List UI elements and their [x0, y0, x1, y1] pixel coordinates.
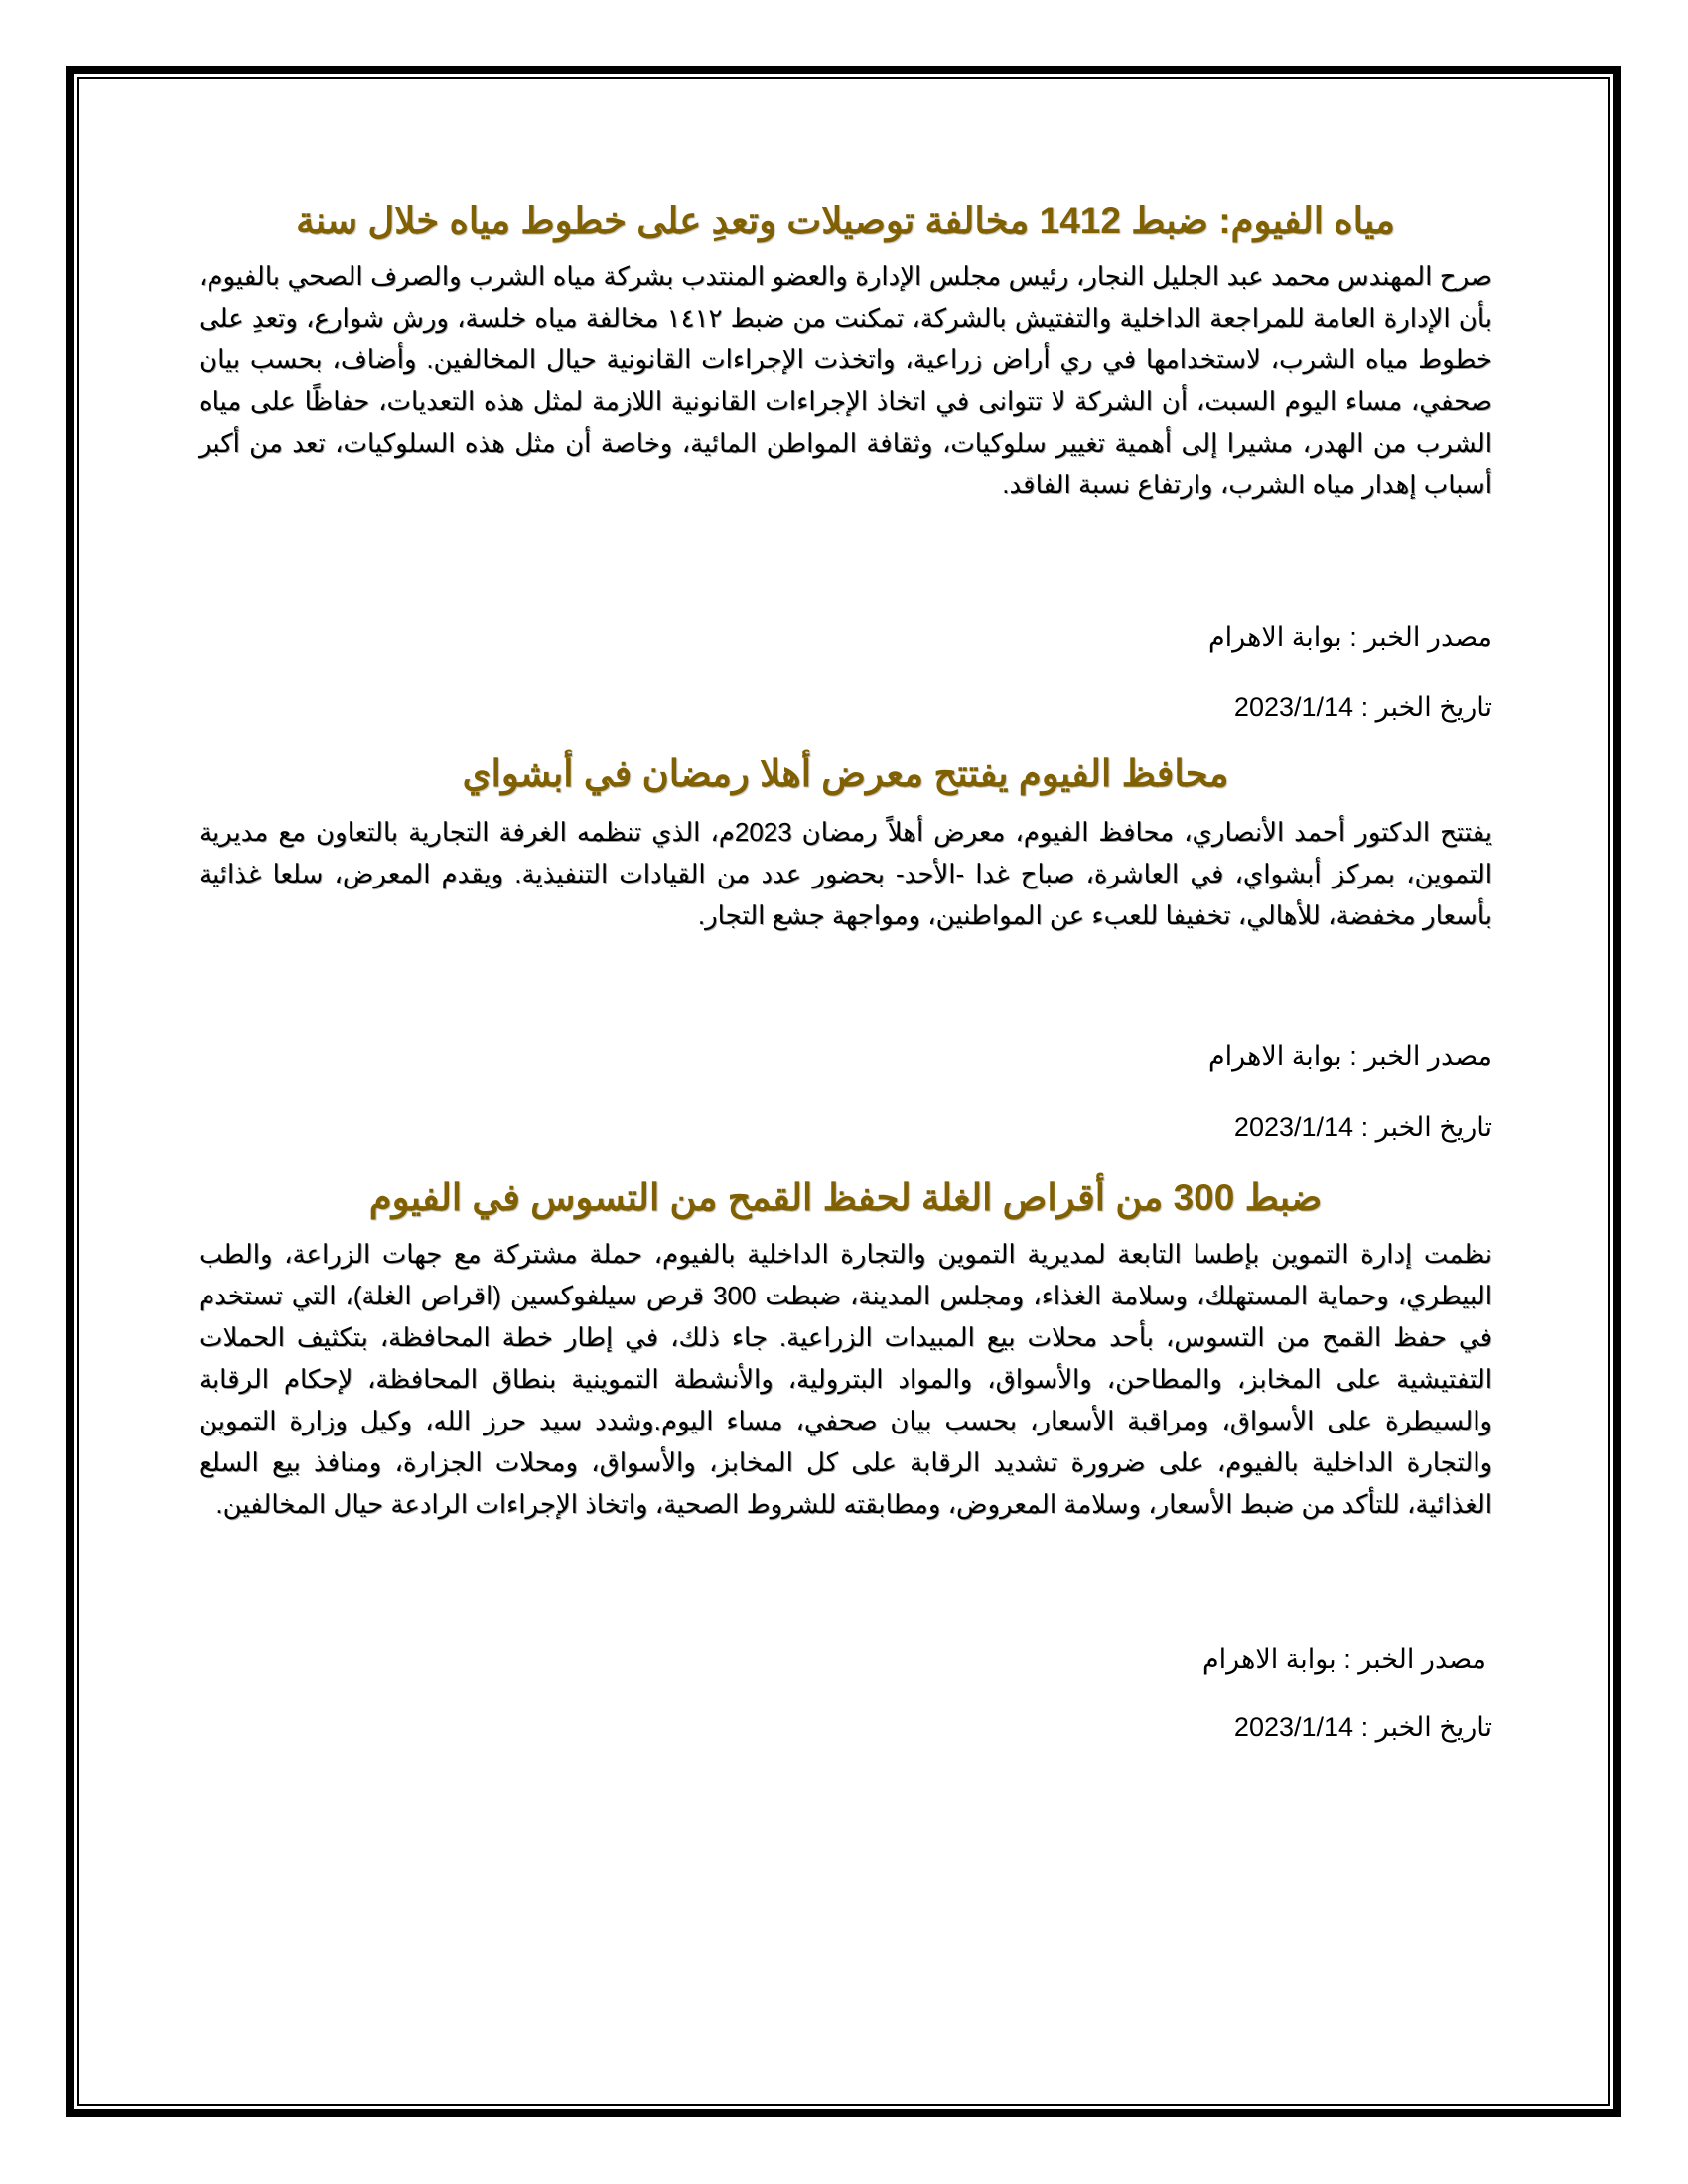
article-2-body: يفتتح الدكتور أحمد الأنصاري، محافظ الفيوم، معرض أهلاً رمضان 2023م، الذي تنظمه الغرفة التجارية بالتعاون مع مديرية التموين، بمركز أبشواي، في العاشرة، صباح غدا -الأحد- بحضور عدد من القيادات التنفيذية. ويقدم المعرض، سلعا غذائية بأسعار مخفضة، للأهالي، تخفيفا للعبء عن المواطنين، ومواجهة جشع التجار.: [199, 817, 1492, 930]
date-value: 2023/1/14: [1233, 1112, 1354, 1142]
article-3-body: نظمت إدارة التموين بإطسا التابعة لمديرية التموين والتجارة الداخلية بالفيوم، حملة مشتركة مع جهات الزراعة، والطب البيطري، وحماية المستهلك، وسلامة الغذاء، ومجلس المدينة، ضبطت 300 قرص سيلفوكسين (اقراص الغلة)، التي تستخدم في حفظ القمح من التسوس، بأحد محلات بيع المبيدات الزراعية. جاء ذلك، في إطار خطة المحافظة، بتكثيف الحملات التفتيشية على المخابز، والمطاحن، والأسواق، والمواد البترولية، والأنشطة التموينية بنطاق المحافظة، لإحكام الرقابة والسيطرة على الأسواق، ومراقبة الأسعار، بحسب بيان صحفي، مساء اليوم.وشدد سيد حرز الله، وكيل وزارة التموين والتجارة الداخلية بالفيوم، على ضرورة تشديد الرقابة على كل المخابز، والأسواق، ومحلات الجزارة، ومنافذ بيع السلع الغذائية، للتأكد من ضبط الأسعار، وسلامة المعروض، ومطابقته للشروط الصحية، واتخاذ الإجراءات الرادعة حيال المخالفين.: [199, 1239, 1492, 1519]
article-2-title: محافظ الفيوم يفتتح معرض أهلا رمضان في أبشواي: [462, 753, 1229, 794]
source-label: مصدر الخبر :: [1343, 1644, 1486, 1674]
article-1-body: صرح المهندس محمد عبد الجليل النجار، رئيس مجلس الإدارة والعضو المنتدب بشركة مياه الشرب والصرف الصحي بالفيوم، بأن الإدارة العامة للمراجعة الداخلية والتفتيش بالشركة، تمكنت من ضبط ١٤١٢ مخالفة مياه خلسة، ورش شوارع، وتعدِ على خطوط مياه الشرب، لاستخدامها في ري أراض زراعية، واتخذت الإجراءات القانونية حيال المخالفين. وأضاف، بحسب بيان صحفي، مساء اليوم السبت، أن الشركة لا تتوانى في اتخاذ الإجراءات القانونية اللازمة لمثل هذه التعديات، حفاظًا على مياه الشرب من الهدر، مشيرا إلى أهمية تغيير سلوكيات، وثقافة المواطن المائية، وخاصة أن مثل هذه السلوكيات، تعد من أكبر أسباب إهدار مياه الشرب، وارتفاع نسبة الفاقد.: [199, 261, 1492, 499]
article-2-date: [1234, 1109, 1492, 1145]
article-2-source: [1208, 1038, 1492, 1074]
article-3-source: [1202, 1641, 1486, 1677]
source-value: بوابة الاهرام: [1207, 1041, 1342, 1071]
article-3-title: ضبط 300 من أقراص الغلة لحفظ القمح من التسوس في الفيوم: [368, 1177, 1323, 1218]
date-label: تاريخ الخبر :: [1360, 1112, 1492, 1142]
date-label: تاريخ الخبر :: [1360, 692, 1492, 722]
article-1-source: [1208, 619, 1492, 655]
source-label: مصدر الخبر :: [1349, 1041, 1492, 1071]
article-1-title: مياه الفيوم: ضبط 1412 مخالفة توصيلات وتعدِ على خطوط مياه خلال سنة: [296, 201, 1395, 241]
article-1-date: [1234, 689, 1492, 725]
article-3-date: [1234, 1709, 1492, 1745]
date-label: تاريخ الخبر :: [1360, 1712, 1492, 1742]
date-value: 2023/1/14: [1233, 692, 1354, 722]
source-label: مصدر الخبر :: [1349, 622, 1492, 652]
source-value: بوابة الاهرام: [1207, 622, 1342, 652]
date-value: 2023/1/14: [1233, 1712, 1354, 1742]
source-value: بوابة الاهرام: [1201, 1644, 1336, 1674]
